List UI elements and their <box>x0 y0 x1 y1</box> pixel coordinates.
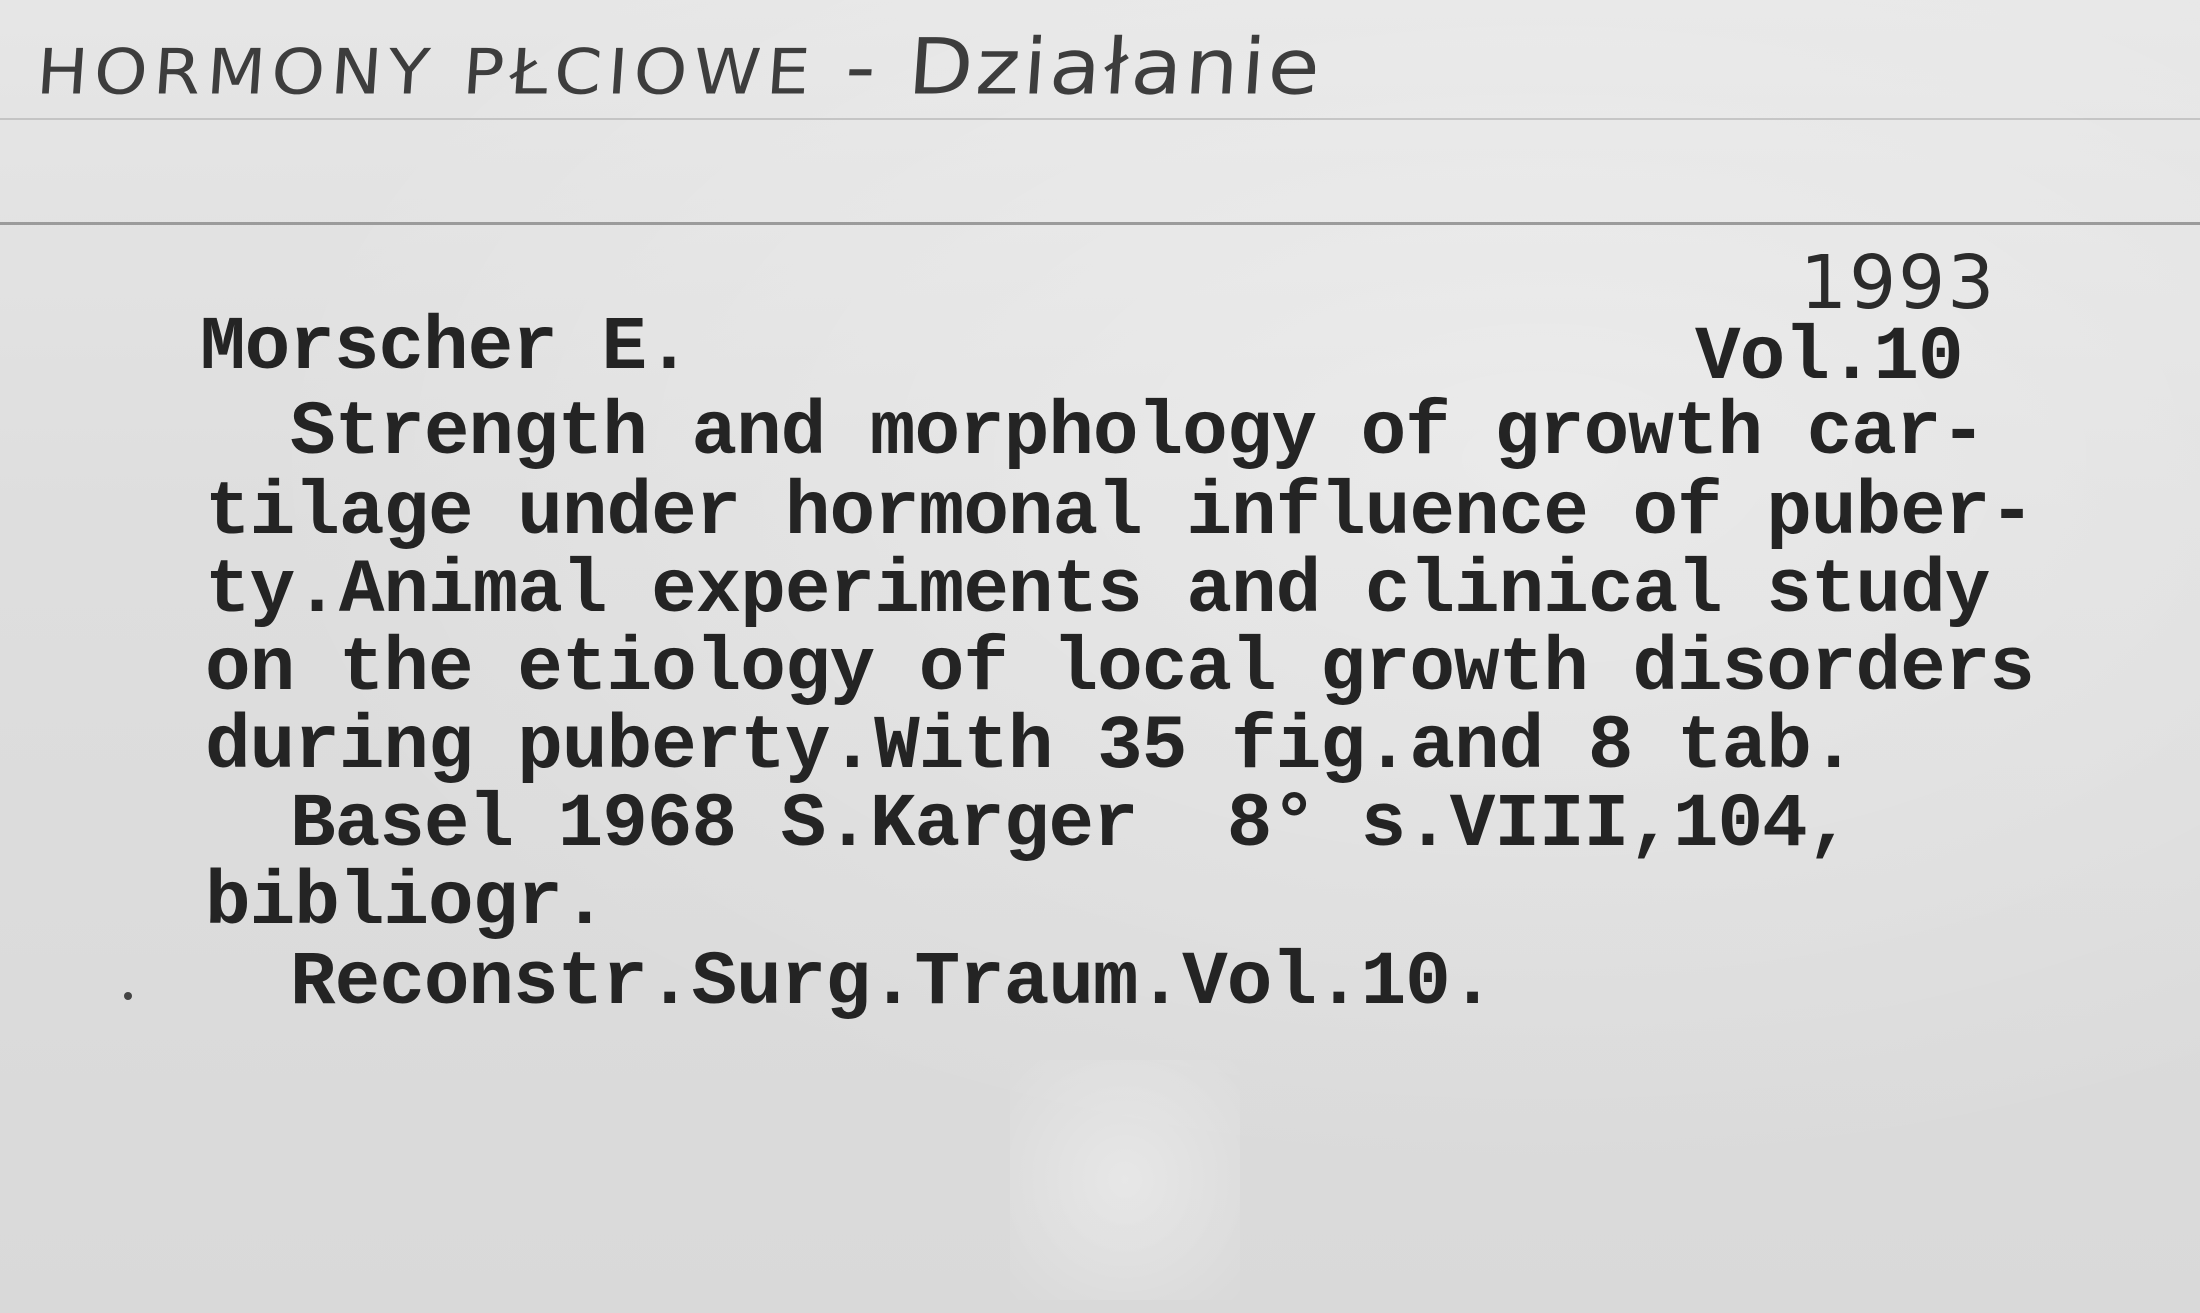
year-annotation: 1993 <box>1800 240 1997 326</box>
author: Morscher E. <box>200 305 691 391</box>
description-line: on the etiology of local growth disorders <box>205 626 2034 712</box>
card-top-rule <box>0 118 2200 120</box>
card-header-rule <box>0 222 2200 225</box>
description-line: Strength and morphology of growth car- <box>290 390 1986 476</box>
paper-smudge <box>1010 1060 1240 1300</box>
subject-heading-rest: - Działanie <box>812 21 1326 112</box>
margin-dot <box>124 992 132 1000</box>
description-line: tilage under hormonal influence of puber- <box>205 470 2034 556</box>
subject-heading-caps: HORMONY PŁCIOWE <box>34 36 819 109</box>
description-line: ty.Animal experiments and clinical study <box>205 548 1990 634</box>
publication-line: Basel 1968 S.Karger 8° s.VIII,104, <box>290 782 1852 868</box>
publication-line: bibliogr. <box>205 860 607 946</box>
series-line: Reconstr.Surg.Traum.Vol.10. <box>290 940 1495 1026</box>
subject-heading <box>34 21 1326 112</box>
description-line: during puberty.With 35 fig.and 8 tab. <box>205 704 1856 790</box>
volume: Vol.10 <box>1695 315 1963 401</box>
